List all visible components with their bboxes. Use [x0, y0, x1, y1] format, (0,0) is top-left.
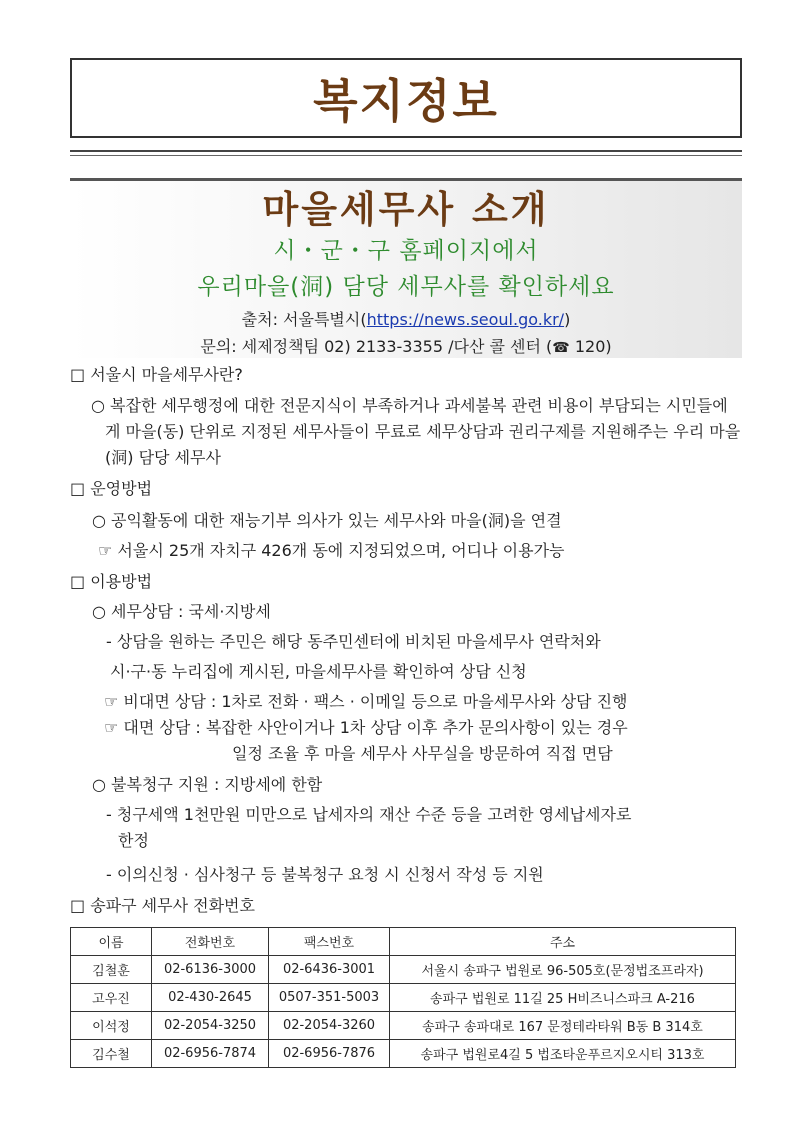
- table-cell: 송파구 법원로 11길 25 H비즈니스파크 A-216: [390, 984, 736, 1012]
- banner-heading: 마을세무사 소개: [262, 188, 550, 231]
- table-cell: 김수철: [71, 1040, 152, 1068]
- table-cell: 이석정: [71, 1012, 152, 1040]
- section-heading: □ 운영방법: [70, 479, 153, 498]
- table-cell: 송파구 법원로4길 5 법조타운푸르지오시티 313호: [390, 1040, 736, 1068]
- column-header: 주소: [390, 928, 736, 956]
- table-row: [71, 1012, 736, 1040]
- section-heading: □ 이용방법: [70, 572, 153, 591]
- dash-item: - 청구세액 1천만원 미만으로 납세자의 재산 수준 등을 고려한 영세납세자로: [106, 805, 632, 824]
- table-cell: 02-6956-7876: [269, 1040, 390, 1068]
- list-item: ○ 불복청구 지원 : 지방세에 한함: [92, 775, 323, 794]
- contact-text: 문의: 세제정책팀 02) 2133-3355 /다산 콜 센터 (: [200, 337, 553, 356]
- note-item: ☞ 서울시 25개 자치구 426개 동에 지정되었으며, 어디나 이용가능: [98, 541, 565, 560]
- dash-item: - 상담을 원하는 주민은 해당 동주민센터에 비치된 마을세무사 연락처와: [106, 632, 601, 651]
- table-row: [71, 1040, 736, 1068]
- banner-line-2: 우리마을(洞) 담당 세무사를 확인하세요: [197, 274, 615, 300]
- table-cell: 송파구 송파대로 167 문정테라타워 B동 B 314호: [390, 1012, 736, 1040]
- note-item-cont: 일정 조율 후 마을 세무사 사무실을 방문하여 직접 면담: [232, 744, 613, 763]
- table-cell: 02-2054-3260: [269, 1012, 390, 1040]
- contact-end: 120): [569, 337, 612, 356]
- column-header: 전화번호: [152, 928, 269, 956]
- divider: [70, 150, 742, 152]
- dash-item-cont: 시·구·동 누리집에 게시된, 마을세무사를 확인하여 상담 신청: [110, 662, 527, 681]
- table-cell: 고우진: [71, 984, 152, 1012]
- page-title-box: [70, 58, 742, 138]
- intro-banner: [70, 178, 742, 358]
- contact-line: [70, 335, 742, 360]
- list-item: ○ 복잡한 세무행정에 대한 전문지식이 부족하거나 과세불복 관련 비용이 부담되는 시민들에게 마을(동) 단위로 지정된 세무사들이 무료로 세무상담과 권리구제를 지원해주는 우리 마을(洞) 담당 세무사: [91, 396, 741, 467]
- divider: [70, 155, 742, 156]
- table-cell: 02-430-2645: [152, 984, 269, 1012]
- note-item: ☞ 대면 상담 : 복잡한 사안이거나 1차 상담 이후 추가 문의사항이 있는 경우: [104, 718, 628, 737]
- source-label: 출처: 서울특별시(: [241, 310, 367, 329]
- dash-item-cont: 한정: [118, 831, 149, 850]
- source-link[interactable]: https://news.seoul.go.kr/: [366, 310, 565, 329]
- dash-item: - 이의신청 · 심사청구 등 불복청구 요청 시 신청서 작성 등 지원: [106, 865, 544, 884]
- table-row: [71, 956, 736, 984]
- table-cell: 서울시 송파구 법원로 96-505호(문정법조프라자): [390, 956, 736, 984]
- note-item: ☞ 비대면 상담 : 1차로 전화 · 팩스 · 이메일 등으로 마을세무사와 상담 진행: [104, 692, 628, 711]
- table-header-row: [71, 928, 736, 956]
- table-cell: 김철훈: [71, 956, 152, 984]
- page-title: 복지정보: [313, 74, 499, 128]
- body-content: [70, 362, 742, 919]
- table-row: [71, 984, 736, 1012]
- table-cell: 02-6136-3000: [152, 956, 269, 984]
- column-header: 이름: [71, 928, 152, 956]
- table-cell: 02-6956-7874: [152, 1040, 269, 1068]
- section-heading: □ 송파구 세무사 전화번호: [70, 896, 255, 915]
- source-line: [70, 308, 742, 332]
- banner-line-1: 시・군・구 홈페이지에서: [273, 238, 539, 264]
- tax-accountant-table: [70, 927, 736, 1068]
- source-close: ): [564, 310, 571, 329]
- phone-icon: ☎: [552, 340, 570, 356]
- column-header: 팩스번호: [269, 928, 390, 956]
- table-cell: 0507-351-5003: [269, 984, 390, 1012]
- table-cell: 02-2054-3250: [152, 1012, 269, 1040]
- table-cell: 02-6436-3001: [269, 956, 390, 984]
- section-heading: □ 서울시 마을세무사란?: [70, 365, 243, 384]
- list-item: ○ 세무상담 : 국세·지방세: [92, 602, 271, 621]
- list-item: ○ 공익활동에 대한 재능기부 의사가 있는 세무사와 마을(洞)을 연결: [92, 511, 562, 530]
